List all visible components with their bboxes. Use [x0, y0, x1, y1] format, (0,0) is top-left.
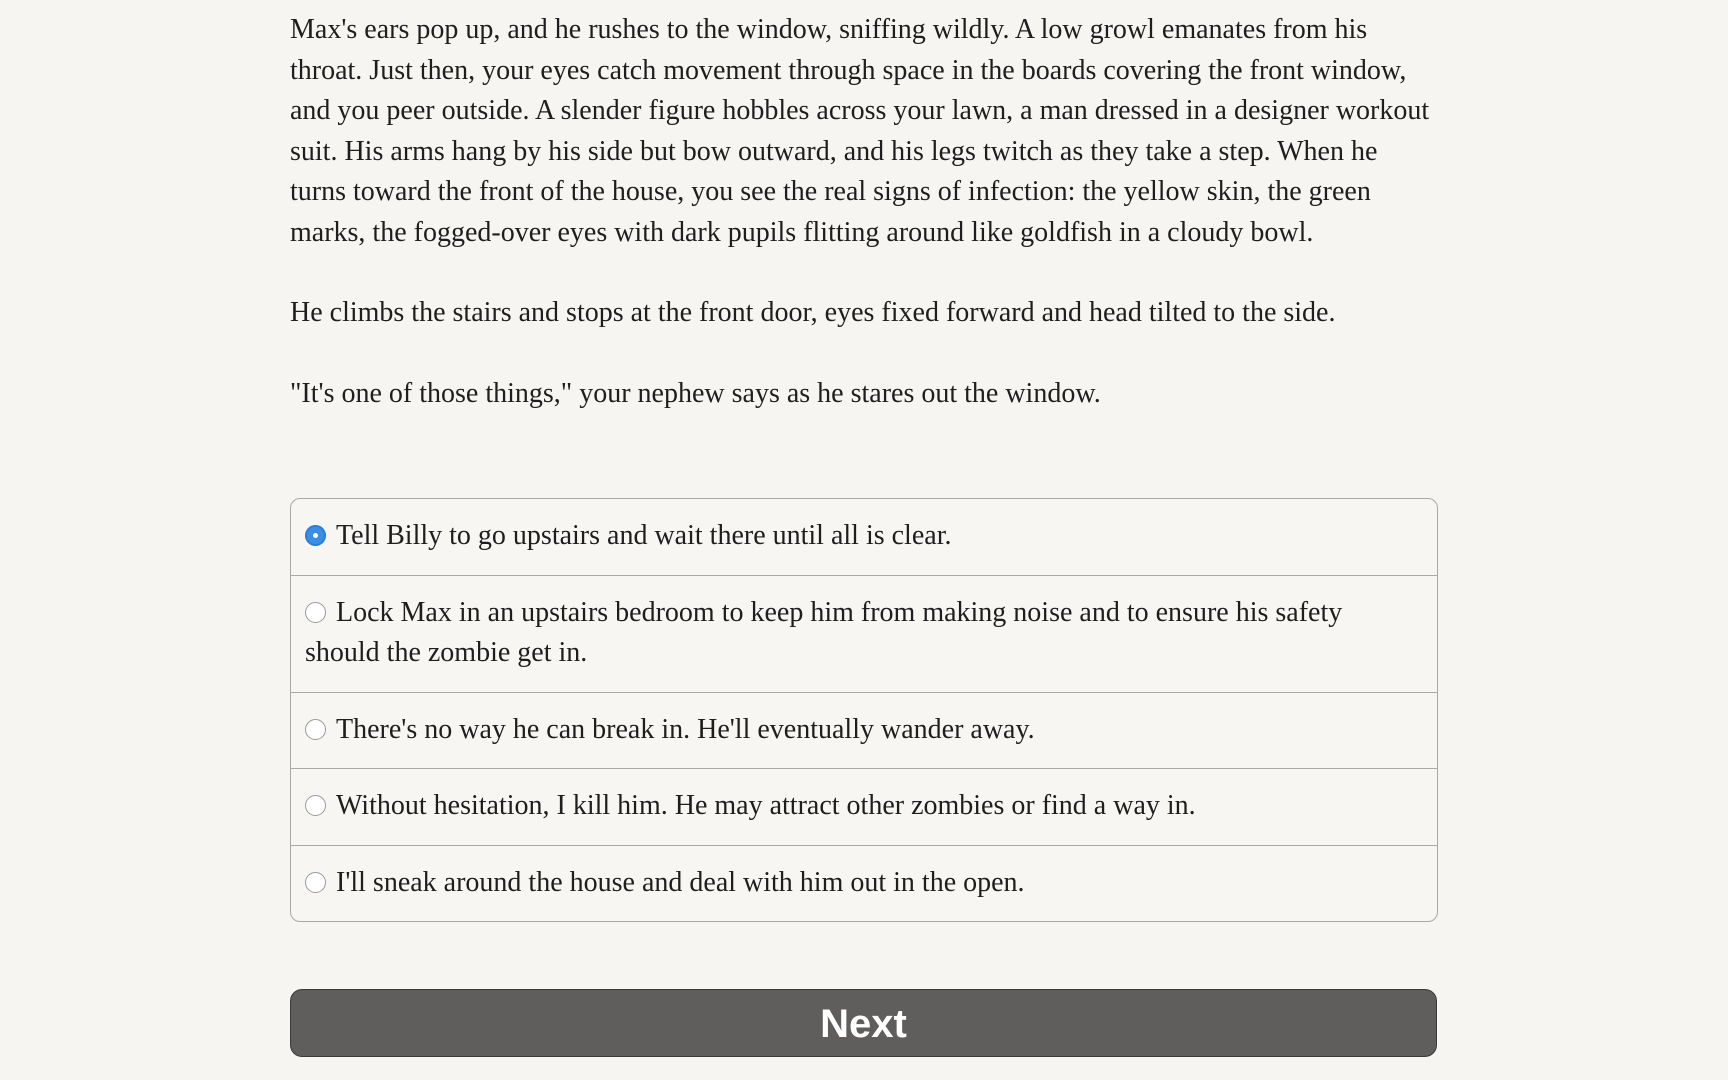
next-button[interactable]: Next — [290, 989, 1437, 1057]
choice-option[interactable] — [291, 845, 1437, 922]
story-paragraph: He climbs the stairs and stops at the front door, eyes fixed forward and head tilted to the side. — [290, 297, 1336, 328]
choice-list — [290, 498, 1438, 922]
choice-option[interactable] — [291, 692, 1437, 769]
choice-label: I'll sneak around the house and deal with him out in the open. — [336, 866, 1025, 898]
story-paragraph: "It's one of those things," your nephew says as he stares out the window. — [290, 377, 1101, 409]
choice-label: There's no way he can break in. He'll eventually wander away. — [336, 713, 1035, 745]
choice-label: Without hesitation, I kill him. He may attract other zombies or find a way in. — [336, 790, 1196, 821]
radio-button[interactable] — [305, 719, 326, 740]
radio-button[interactable] — [305, 872, 326, 893]
story-text — [290, 10, 1440, 454]
radio-button[interactable] — [305, 602, 326, 623]
radio-button-selected[interactable] — [305, 525, 326, 546]
choice-label: Tell Billy to go upstairs and wait there until all is clear. — [336, 520, 952, 551]
choice-label: Lock Max in an upstairs bedroom to keep him from making noise and to ensure his safety should the zombie get in. — [305, 596, 1343, 668]
story-paragraph: Max's ears pop up, and he rushes to the window, sniffing wildly. A low growl emanates from his throat. Just then, your eyes catch movement through space in the boards covering the front window, and you peer outside. A slender figure hobbles across your lawn, a man dressed in a designer workout suit. His arms hang by his side but bow outward, and his legs twitch as they take a step. When he turns toward the front of the house, you see the real signs of infection: the yellow skin, the green marks, the fogged-over eyes with dark pupils flitting around like goldfish in a cloudy bowl. — [290, 14, 1430, 248]
choice-option[interactable] — [291, 768, 1437, 845]
choice-option[interactable] — [291, 499, 1437, 575]
radio-button[interactable] — [305, 795, 326, 816]
choice-option[interactable] — [291, 575, 1437, 692]
